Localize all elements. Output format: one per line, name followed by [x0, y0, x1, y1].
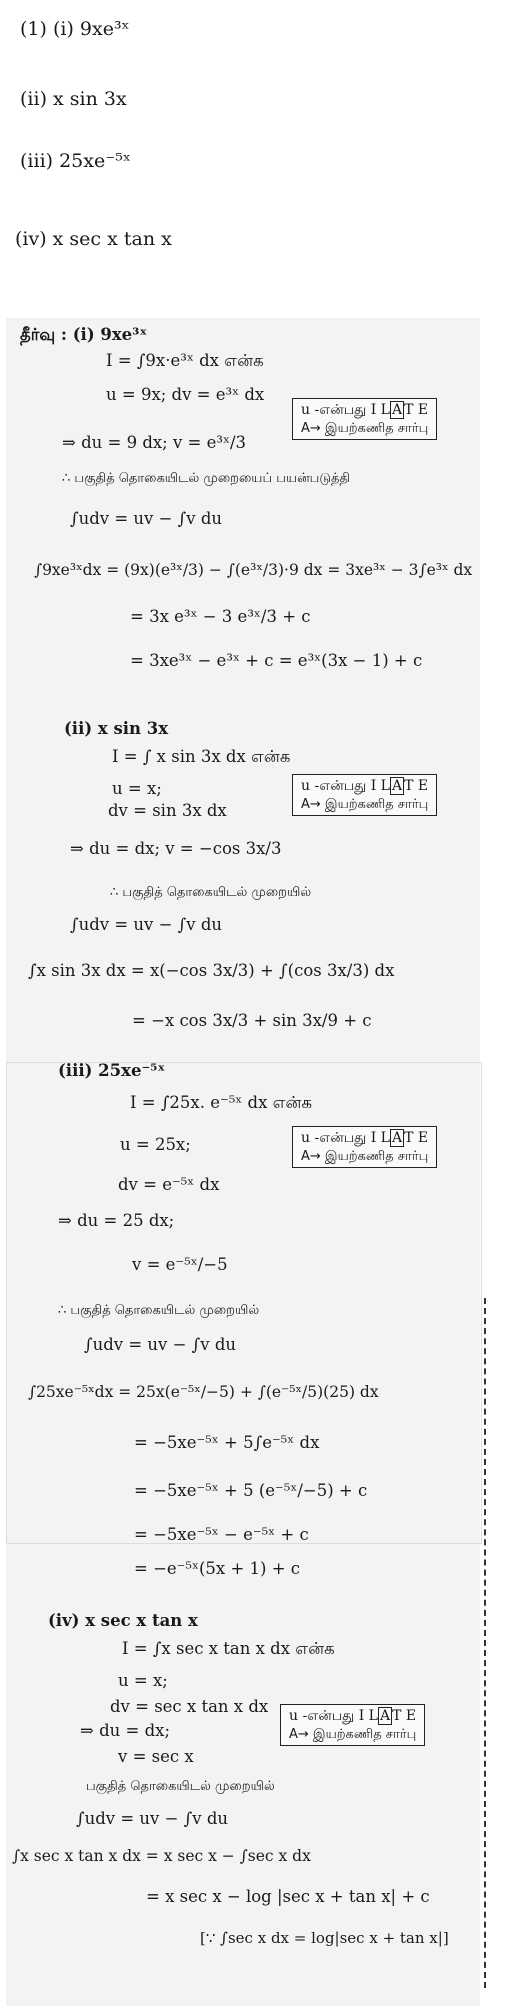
part4-line7: ∫udv = uv − ∫v du	[76, 1809, 229, 1828]
ilate-suffix: T E	[404, 1130, 429, 1146]
part2-line5: ∴ பகுதித் தொகையிடல் முறையில்	[110, 885, 312, 900]
ilate-suffix: T E	[392, 1708, 417, 1724]
part3-line10: = −5xe⁻⁵ˣ + 5 (e⁻⁵ˣ/−5) + c	[134, 1481, 368, 1500]
part3-line1: I = ∫25x. e⁻⁵ˣ dx என்க	[130, 1093, 313, 1112]
part4-line10: [∵ ∫sec x dx = log|sec x + tan x|]	[200, 1929, 449, 1947]
part2-line3: dv = sin 3x dx	[108, 801, 227, 820]
part4-line9: = x sec x − log |sec x + tan x| + c	[146, 1887, 430, 1906]
question-2: (ii) x sin 3x	[20, 88, 127, 110]
part3-line11: = −5xe⁻⁵ˣ − e⁻⁵ˣ + c	[134, 1525, 309, 1544]
part3-line4: ⇒ du = 25 dx;	[58, 1211, 175, 1230]
ilate-suffix: T E	[404, 778, 429, 794]
ilate-prefix: u -என்பது I L	[301, 778, 390, 794]
part4-line4: ⇒ du = dx;	[80, 1721, 171, 1740]
ilate-boxed-letter: A	[379, 1708, 391, 1724]
question-3: (iii) 25xe⁻⁵ˣ	[20, 150, 131, 172]
part3-line6: ∴ பகுதித் தொகையிடல் முறையில்	[58, 1303, 260, 1318]
part3-line5: v = e⁻⁵ˣ/−5	[132, 1255, 228, 1274]
ilate-boxed-letter: A	[391, 778, 403, 794]
solution-header: தீர்வு : (i) 9xe³ˣ	[20, 325, 148, 344]
part4-line5: v = sec x	[118, 1747, 194, 1766]
part1-line8: = 3xe³ˣ − e³ˣ + c = e³ˣ(3x − 1) + c	[130, 651, 423, 670]
part2-heading: (ii) x sin 3x	[64, 719, 169, 738]
part1-line1: I = ∫9x·e³ˣ dx என்க	[106, 351, 264, 370]
ilate-prefix: u -என்பது I L	[301, 1130, 390, 1146]
part2-line1: I = ∫ x sin 3x dx என்க	[112, 747, 291, 766]
ilate-box-4	[280, 1704, 425, 1746]
ilate-box-3	[292, 1126, 437, 1168]
part3-line2: u = 25x;	[120, 1135, 191, 1154]
part4-line6: பகுதித் தொகையிடல் முறையில்	[86, 1779, 275, 1794]
ilate-boxed-letter: A	[391, 1130, 403, 1146]
part4-line8: ∫x sec x tan x dx = x sec x − ∫sec x dx	[12, 1847, 311, 1865]
part1-line6: ∫9xe³ˣdx = (9x)(e³ˣ/3) − ∫(e³ˣ/3)·9 dx = 3xe³ˣ − 3∫e³ˣ dx	[34, 561, 473, 579]
part4-line1: I = ∫x sec x tan x dx என்க	[122, 1639, 335, 1658]
part3-line7: ∫udv = uv − ∫v du	[84, 1335, 237, 1354]
part3-heading: (iii) 25xe⁻⁵ˣ	[58, 1061, 166, 1080]
part3-line8: ∫25xe⁻⁵ˣdx = 25x(e⁻⁵ˣ/−5) + ∫(e⁻⁵ˣ/5)(25) dx	[28, 1383, 379, 1401]
part2-line7: ∫x sin 3x dx = x(−cos 3x/3) + ∫(cos 3x/3) dx	[28, 961, 395, 980]
part1-line7: = 3x e³ˣ − 3 e³ˣ/3 + c	[130, 607, 311, 626]
ilate-suffix: T E	[404, 402, 429, 418]
ilate-boxed-letter: A	[391, 402, 403, 418]
part2-line2: u = x;	[112, 779, 162, 798]
part2-line8: = −x cos 3x/3 + sin 3x/9 + c	[132, 1011, 372, 1030]
part1-line3: ⇒ du = 9 dx; v = e³ˣ/3	[62, 433, 247, 452]
part4-line2: u = x;	[118, 1671, 168, 1690]
ilate-box-1	[292, 398, 437, 440]
question-4: (iv) x sec x tan x	[15, 228, 172, 250]
ilate-line2: A→ இயற்கணித சார்பு	[289, 1726, 417, 1742]
part3-line12: = −e⁻⁵ˣ(5x + 1) + c	[134, 1559, 301, 1578]
dashed-margin-line	[484, 1298, 486, 1988]
ilate-prefix: u -என்பது I L	[301, 402, 390, 418]
part1-line5: ∫udv = uv − ∫v du	[70, 509, 223, 528]
ilate-line2: A→ இயற்கணித சார்பு	[301, 420, 429, 436]
ilate-line2: A→ இயற்கணித சார்பு	[301, 1148, 429, 1164]
part1-line4: ∴ பகுதித் தொகையிடல் முறையைப் பயன்படுத்தி	[62, 471, 351, 486]
part1-line2: u = 9x; dv = e³ˣ dx	[106, 385, 265, 404]
part2-line4: ⇒ du = dx; v = −cos 3x/3	[70, 839, 282, 858]
part2-line6: ∫udv = uv − ∫v du	[70, 915, 223, 934]
ilate-line2: A→ இயற்கணித சார்பு	[301, 796, 429, 812]
part4-line3: dv = sec x tan x dx	[110, 1697, 269, 1716]
part3-line3: dv = e⁻⁵ˣ dx	[118, 1175, 220, 1194]
part4-heading: (iv) x sec x tan x	[48, 1611, 198, 1630]
question-1: (1) (i) 9xe³ˣ	[20, 18, 130, 40]
ilate-box-2	[292, 774, 437, 816]
ilate-prefix: u -என்பது I L	[289, 1708, 378, 1724]
part3-line9: = −5xe⁻⁵ˣ + 5∫e⁻⁵ˣ dx	[134, 1433, 320, 1452]
